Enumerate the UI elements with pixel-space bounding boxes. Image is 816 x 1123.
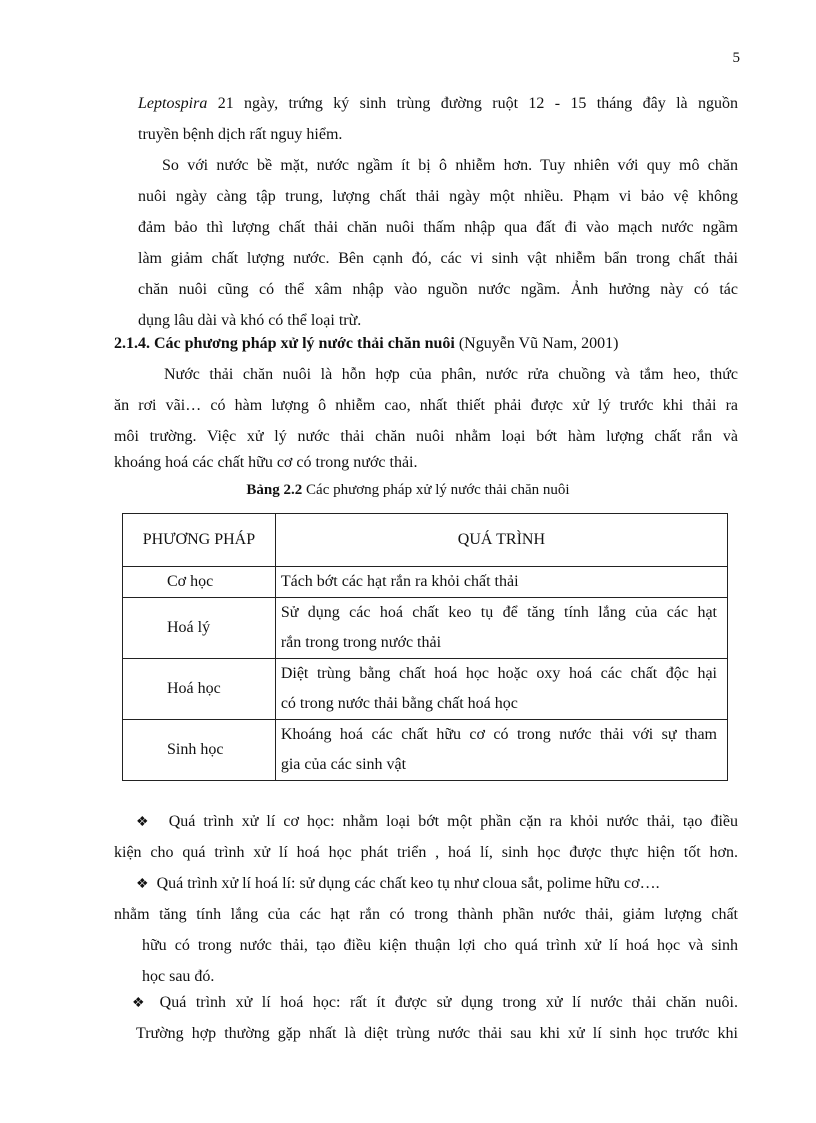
bullet-line: học sau đó. xyxy=(142,968,215,985)
bullet-line: kiện cho quá trình xử lí hoá học phát triển , hoá lí, sinh học được thực hiện tốt hơn. xyxy=(114,844,738,861)
table-header-row xyxy=(123,514,728,567)
process-cell xyxy=(275,567,727,598)
table-row xyxy=(123,659,728,720)
paragraph-3-line: Nước thải chăn nuôi là hỗn hợp của phân, nước rửa chuồng và tắm heo, thức xyxy=(164,366,738,383)
italic-term: Leptospira xyxy=(138,95,208,112)
paragraph-2-line: làm giảm chất lượng nước. Bên cạnh đó, các vi sinh vật nhiễm bẩn trong chất thải xyxy=(138,250,738,267)
diamond-bullet-icon: ❖ xyxy=(136,815,153,830)
process-cell xyxy=(275,659,727,720)
section-title: 2.1.4. Các phương pháp xử lý nước thải chăn nuôi xyxy=(114,335,455,352)
table-row xyxy=(123,720,728,781)
process-line: Khoáng hoá các chất hữu cơ có trong nước thải với sự tham xyxy=(280,726,717,743)
process-line: Tách bớt các hạt rắn ra khỏi chất thải xyxy=(280,573,519,590)
process-cell xyxy=(275,720,727,781)
method-cell: Cơ học xyxy=(123,567,276,598)
paragraph-1-line-1-rest: 21 ngày, trứng ký sinh trùng đường ruột 12 - 15 tháng đây là nguồn xyxy=(207,95,738,112)
process-line: Diệt trùng bằng chất hoá học hoặc oxy hoá các chất độc hại xyxy=(280,665,717,682)
paragraph-1-line-2: truyền bệnh dịch rất nguy hiểm. xyxy=(138,126,343,143)
header-method: PHƯƠNG PHÁP xyxy=(123,514,276,567)
header-process: QUÁ TRÌNH xyxy=(275,514,727,567)
paragraph-1-line-1 xyxy=(138,93,738,115)
diamond-bullet-icon: ❖ xyxy=(132,996,151,1011)
bullet-3-line-1 xyxy=(132,992,738,1014)
table-row xyxy=(123,598,728,659)
method-cell: Hoá học xyxy=(123,659,276,720)
diamond-bullet-icon: ❖ xyxy=(136,877,149,892)
table-caption xyxy=(0,482,816,499)
method-cell: Hoá lý xyxy=(123,598,276,659)
paragraph-2-line: đảm bảo thì lượng chất thải chăn nuôi thấm nhập qua đất đi vào mạch nước ngầm xyxy=(138,219,738,236)
bullet-2-line-1 xyxy=(136,873,738,895)
bullet-text: Quá trình xử lí cơ học: nhằm loại bớt một phần cặn ra khỏi nước thải, tạo điều xyxy=(168,813,738,830)
bullet-line: nhằm tăng tính lắng của các hạt rắn có trong thành phần nước thải, giảm lượng chất xyxy=(114,906,738,923)
paragraph-3-line: ăn rơi vãi… có hàm lượng ô nhiễm cao, nhất thiết phải được xử lý trước khi thải ra xyxy=(114,397,738,414)
paragraph-2-line: nuôi ngày càng tập trung, lượng chất thải ngày một nhiều. Phạm vi bảo vệ không xyxy=(138,188,738,205)
process-line: có trong nước thải bằng chất hoá học xyxy=(280,695,518,712)
paragraph-2-line: So với nước bề mặt, nước ngầm ít bị ô nhiễm hơn. Tuy nhiên với quy mô chăn xyxy=(162,157,738,174)
bullet-line: hữu có trong nước thải, tạo điều kiện thuận lợi cho quá trình xử lí hoá học và sinh xyxy=(142,937,738,954)
table-row xyxy=(123,567,728,598)
bullet-line: Trường hợp thường gặp nhất là diệt trùng nước thải sau khi xử lí sinh học trước khi xyxy=(136,1025,738,1042)
table-caption-label: Bảng 2.2 xyxy=(246,482,303,498)
section-heading xyxy=(114,333,619,355)
process-line: Sử dụng các hoá chất keo tụ để tăng tính lắng của các hạt xyxy=(280,604,717,621)
paragraph-3-line: môi trường. Việc xử lý nước thải chăn nuôi nhằm loại bớt hàm lượng chất rắn và xyxy=(114,428,738,445)
method-cell: Sinh học xyxy=(123,720,276,781)
bullet-text: Quá trình xử lí hoá lí: sử dụng các chất keo tụ như cloua sắt, polime hữu cơ…. xyxy=(156,875,660,892)
page-number: 5 xyxy=(732,50,740,66)
paragraph-2-line: chăn nuôi cũng có thể xâm nhập vào nguồn nước ngầm. Ảnh hưởng này có tác xyxy=(138,281,738,298)
process-line: gia của các sinh vật xyxy=(280,756,407,773)
bullet-1-line-1 xyxy=(136,811,738,833)
process-cell xyxy=(275,598,727,659)
section-citation: (Nguyễn Vũ Nam, 2001) xyxy=(454,335,619,352)
bullet-text: Quá trình xử lí hoá học: rất ít được sử dụng trong xử lí nước thải chăn nuôi. xyxy=(159,994,738,1011)
process-line: rắn trong trong nước thải xyxy=(280,634,442,651)
table-caption-text: Các phương pháp xử lý nước thải chăn nuôi xyxy=(302,482,570,498)
paragraph-3-line: khoáng hoá các chất hữu cơ có trong nước thải. xyxy=(114,454,418,471)
methods-table xyxy=(122,513,728,781)
paragraph-2-line: dụng lâu dài và khó có thể loại trừ. xyxy=(138,312,362,329)
